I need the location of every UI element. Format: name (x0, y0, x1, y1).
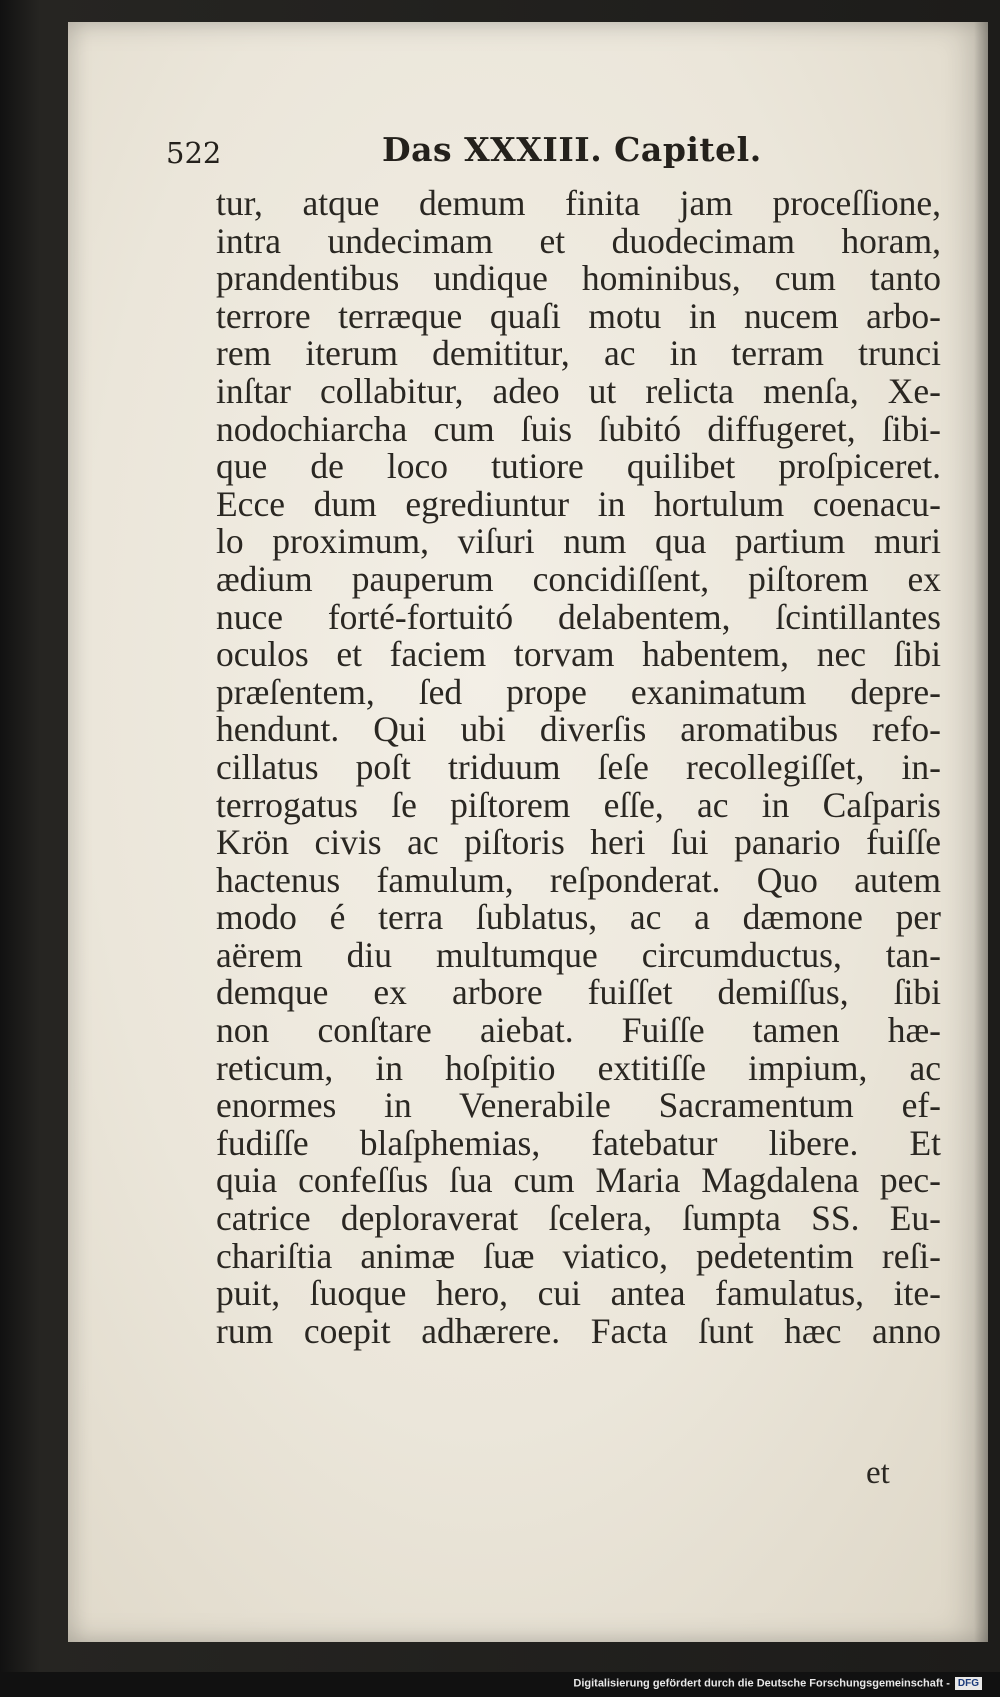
text-line: intra undecimam et duodecimam horam, (216, 220, 941, 261)
text-line: catrice deploraverat ſcelera, ſumpta SS. Eu- (216, 1198, 941, 1239)
text-line: rem iterum demititur, ac in terram trunci (216, 333, 941, 374)
text-line: Krön civis ac piſtoris heri ſui panario fuiſſe (216, 822, 941, 863)
text-line: inſtar collabitur, adeo ut relicta menſa, Xe- (216, 370, 941, 411)
text-line: nodochiarcha cum ſuis ſubitó diffugeret, ſibi- (216, 408, 941, 449)
text-line: enormes in Venerabile Sacramentum ef- (216, 1085, 941, 1126)
text-line: tur, atque demum finita jam proceſſione, (216, 183, 941, 223)
catchword: et (866, 1455, 890, 1491)
text-line: non conſtare aiebat. Fuiſſe tamen hæ- (216, 1010, 941, 1051)
text-line: lo proximum, viſuri num qua partium muri (216, 521, 941, 562)
text-line: fudiſſe blaſphemias, fatebatur libere. Et (216, 1122, 941, 1163)
text-line: puit, ſuoque hero, cui antea famulatus, ite- (216, 1273, 941, 1314)
running-title: Das XXXIII. Capitel. (382, 130, 762, 169)
body-text (216, 185, 941, 1350)
text-line: terrogatus ſe piſtorem eſſe, ac in Caſparis (216, 784, 941, 825)
text-line: cillatus poſt triduum ſeſe recollegiſſet, in- (216, 746, 941, 787)
dfg-logo: DFG (955, 1677, 982, 1690)
page-number: 522 (166, 136, 222, 170)
footer-bar (0, 1672, 1000, 1697)
text-line: demque ex arbore fuiſſet demiſſus, ſibi (216, 972, 941, 1013)
text-line: quia confeſſus ſua cum Maria Magdalena pec- (216, 1160, 941, 1201)
text-line: modo é terra ſublatus, ac a dæmone per (216, 897, 941, 938)
text-line: que de loco tutiore quilibet proſpiceret. (216, 446, 941, 487)
text-line: oculos et faciem torvam habentem, nec ſibi (216, 634, 941, 675)
text-line: terrore terræque quaſi motu in nucem arbo- (216, 295, 941, 336)
text-line: aërem diu multumque circumductus, tan- (216, 934, 941, 975)
page-edge-shadow (974, 22, 988, 1642)
text-line: præſentem, ſed prope exanimatum depre- (216, 671, 941, 712)
text-line: nuce forté-fortuitó delabentem, ſcintillantes (216, 596, 941, 637)
footer-credit (573, 1677, 982, 1690)
page-header (166, 128, 786, 178)
text-line: reticum, in hoſpitio extitiſſe impium, ac (216, 1047, 941, 1088)
text-line: hendunt. Qui ubi diverſis aromatibus refo- (216, 709, 941, 750)
text-line: hactenus famulum, reſponderat. Quo autem (216, 859, 941, 900)
text-line: Ecce dum egrediuntur in hortulum coenacu- (216, 483, 941, 524)
text-line: ædium pauperum concidiſſent, piſtorem ex (216, 558, 941, 599)
text-line: prandentibus undique hominibus, cum tanto (216, 258, 941, 299)
text-line: chariſtia animæ ſuæ viatico, pedetentim reſi- (216, 1235, 941, 1276)
footer-credit-text: Digitalisierung gefördert durch die Deutsche Forschungsgemeinschaft - (573, 1677, 950, 1690)
text-line: rum coepit adhærere. Facta ſunt hæc anno (216, 1310, 941, 1351)
